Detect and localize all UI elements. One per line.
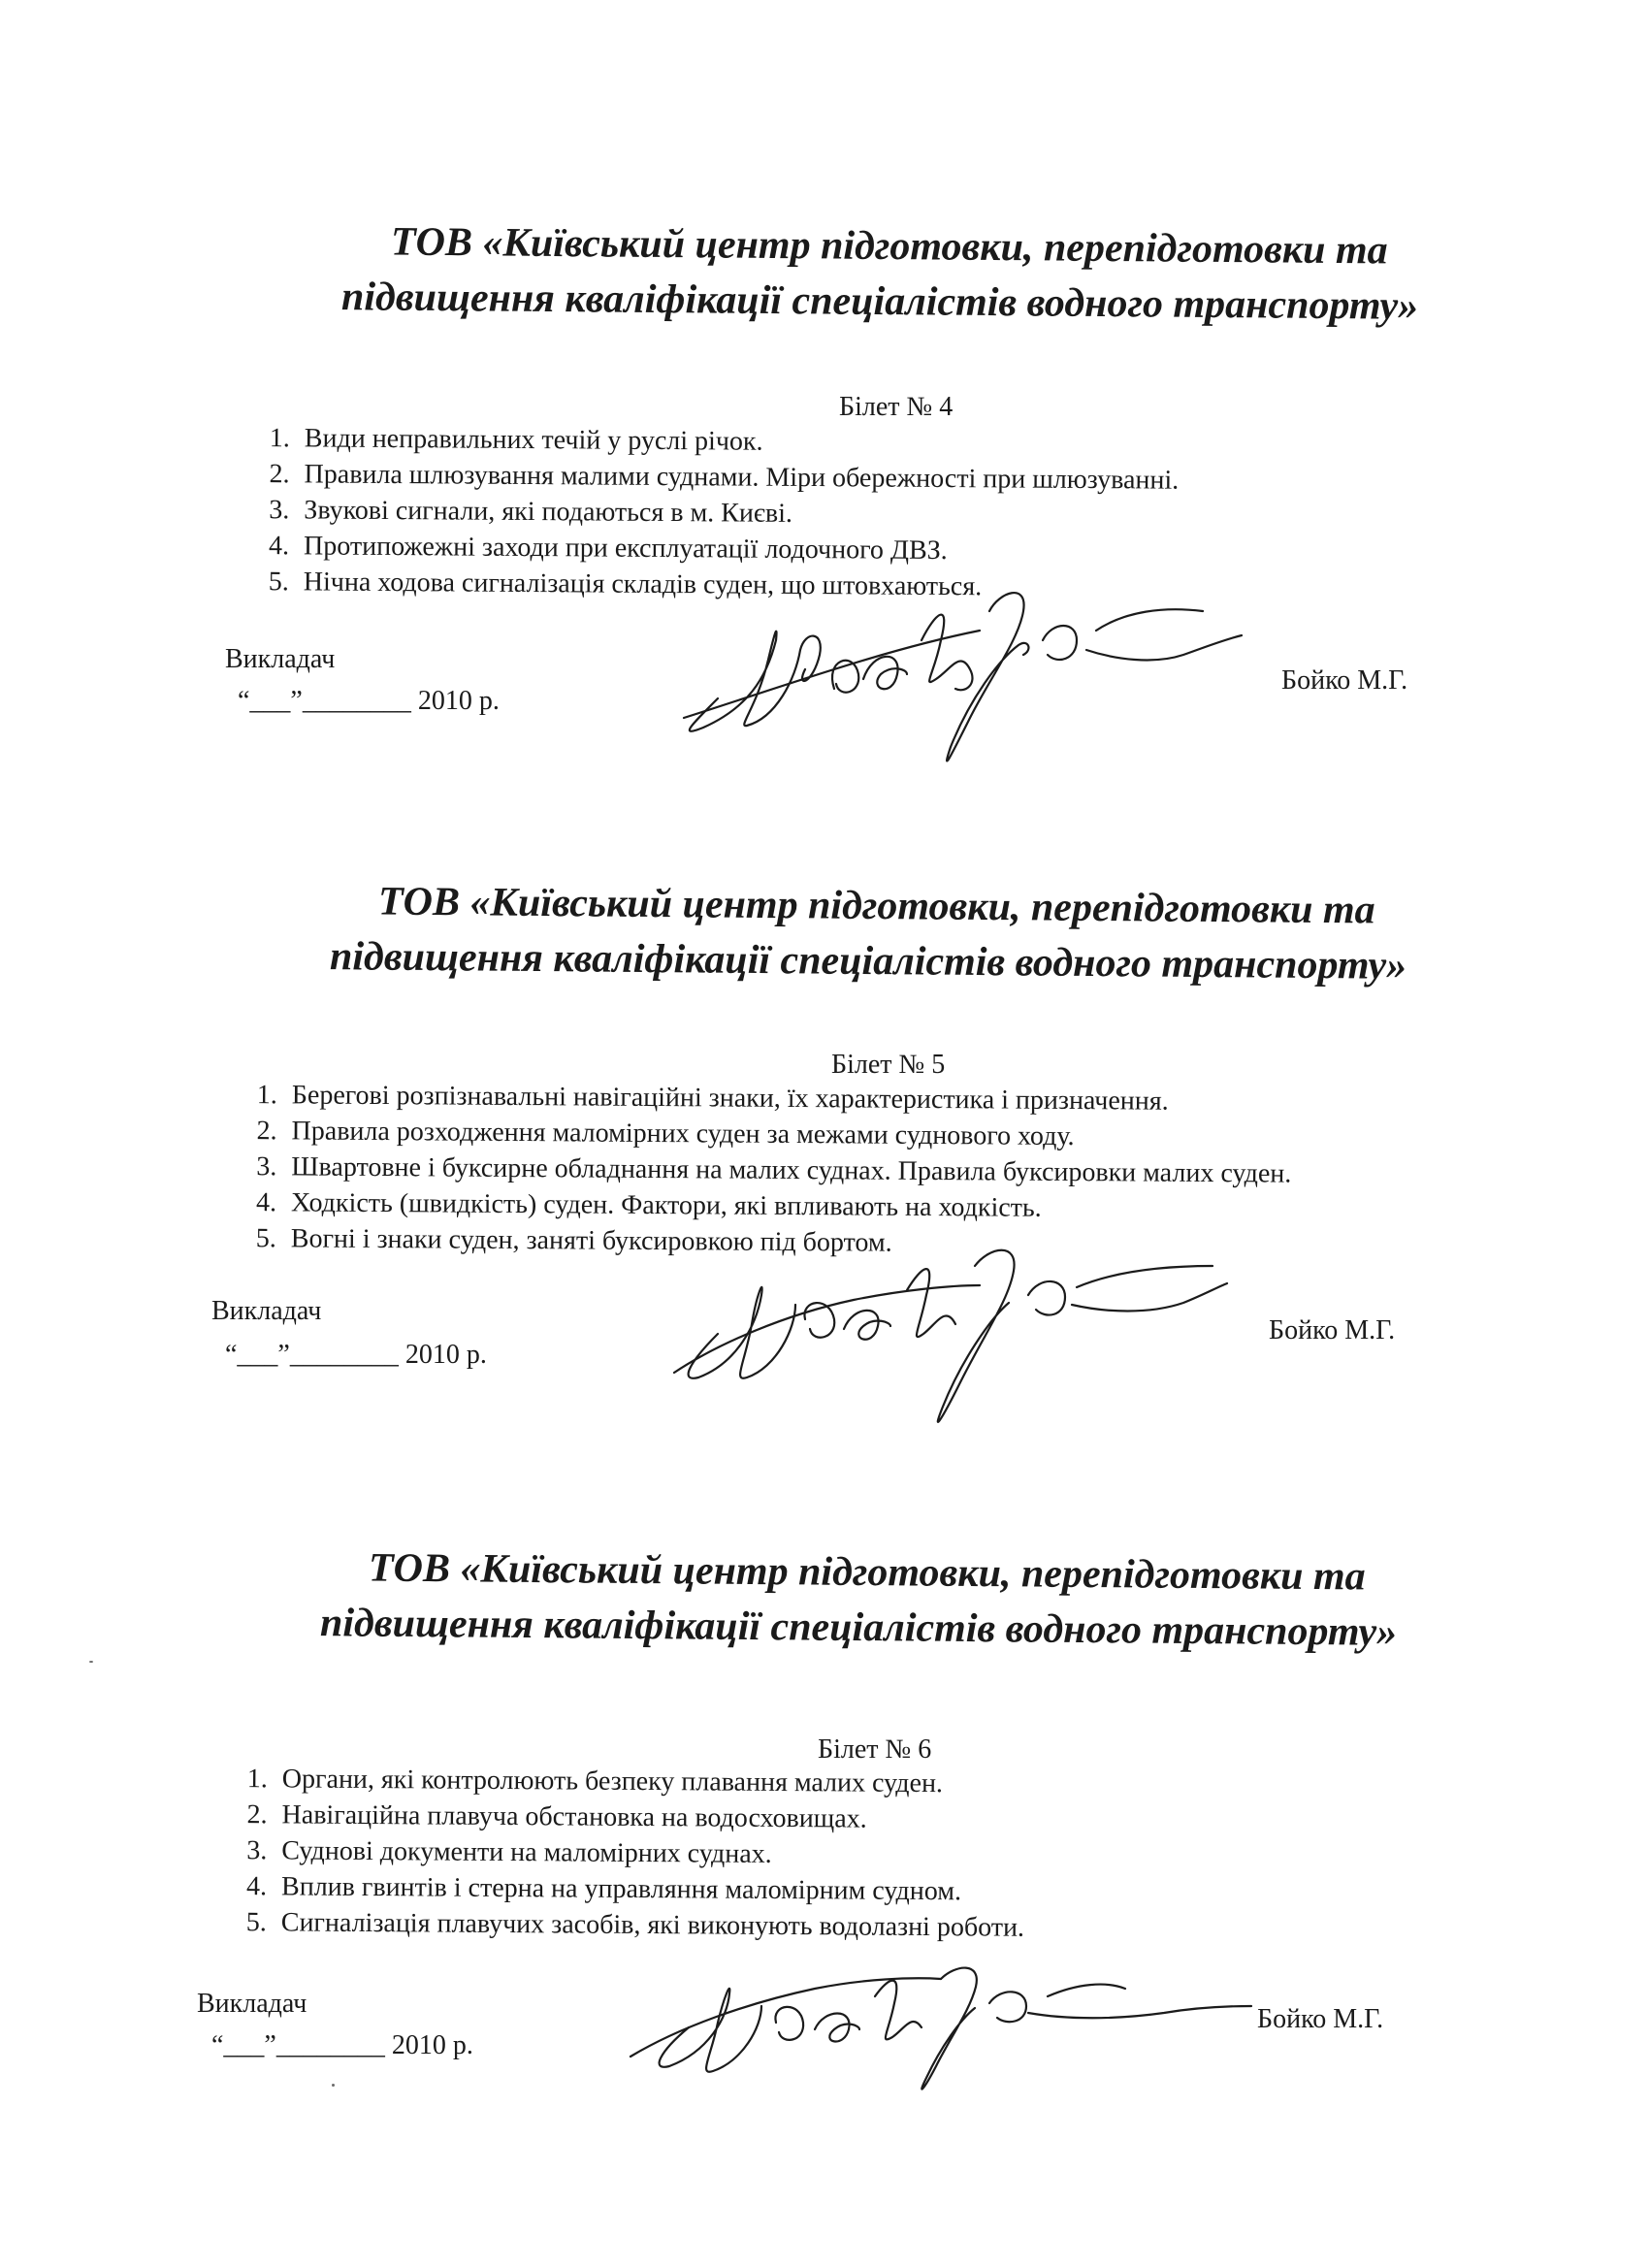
teacher-label: Викладач xyxy=(197,1989,307,2019)
question-item: 4. Протипожежні заходи при експлуатації лодочного ДВЗ. xyxy=(268,531,948,567)
question-item: 1. Берегові розпізнавальні навігаційні знаки, їх характеристика і призначення. xyxy=(256,1080,1169,1117)
question-item: 2. Навігаційна плавуча обстановка на водосховищах. xyxy=(246,1799,867,1834)
ticket-number: Білет № 6 xyxy=(818,1734,932,1765)
question-item: 3. Швартовне і буксирне обладнання на малих суднах. Правила буксировки малих суден. xyxy=(256,1151,1292,1189)
teacher-label: Викладач xyxy=(211,1296,322,1326)
question-item: 1. Види неправильних течій у руслі річок. xyxy=(269,423,763,457)
teacher-name: Бойко М.Г. xyxy=(1257,2004,1384,2034)
org-title-line-2: підвищення кваліфікації спеціалістів водного транспорту» xyxy=(319,1601,1398,1655)
teacher-name: Бойко М.Г. xyxy=(1269,1315,1396,1345)
question-item: 4. Ходкість (швидкість) суден. Фактори, які впливають на ходкість. xyxy=(255,1187,1042,1223)
question-item: 5. Нічна ходова сигналізація складів суден, що штовхаються. xyxy=(268,567,983,602)
ticket-number: Білет № 5 xyxy=(831,1050,946,1080)
org-title-line-2: підвищення кваліфікації спеціалістів водного транспорту» xyxy=(329,934,1407,988)
question-item: 3. Суднові документи на маломірних суднах. xyxy=(246,1835,772,1869)
date-line: “___”________ 2010 р. xyxy=(238,686,500,716)
org-title-line-1: ТОВ «Київський центр підготовки, перепідготовки та xyxy=(377,879,1375,933)
signature-icon xyxy=(660,582,1261,795)
org-title-line-1: ТОВ «Київський центр підготовки, перепідготовки та xyxy=(390,219,1388,274)
question-item: 2. Правила шлюзування малими суднами. Міри обережності при шлюзуванні. xyxy=(269,459,1180,496)
question-item: 5. Сигналізація плавучих засобів, які виконують водолазні роботи. xyxy=(245,1907,1025,1943)
teacher-name: Бойко М.Г. xyxy=(1281,665,1408,696)
org-title-line-2: підвищення кваліфікації спеціалістів водного транспорту» xyxy=(340,275,1419,329)
question-item: 4. Вплив гвинтів і стерна на управляння маломірним судном. xyxy=(245,1871,962,1907)
question-item: 5. Вогні і знаки суден, заняті буксировкою під бортом. xyxy=(255,1223,892,1258)
ticket-number: Білет № 4 xyxy=(839,392,954,422)
signature-icon xyxy=(660,1237,1261,1450)
teacher-label: Викладач xyxy=(225,644,336,674)
date-line: “___”________ 2010 р. xyxy=(211,2030,473,2060)
question-list xyxy=(224,1761,1025,1946)
question-item: 1. Органи, які контролюють безпеку плавання малих суден. xyxy=(246,1764,944,1799)
question-list xyxy=(246,420,1180,606)
question-item: 2. Правила розходження маломірних суден за межами суднового ходу. xyxy=(256,1116,1075,1152)
scan-speck xyxy=(89,1661,93,1663)
scan-speck xyxy=(332,2084,335,2087)
org-title-line-1: ТОВ «Київський центр підготовки, перепідготовки та xyxy=(368,1545,1366,1600)
question-list xyxy=(234,1077,1292,1264)
date-line: “___”________ 2010 р. xyxy=(225,1340,487,1370)
signature-icon xyxy=(621,1960,1261,2105)
question-item: 3. Звукові сигнали, які подаються в м. Києві. xyxy=(269,495,793,529)
